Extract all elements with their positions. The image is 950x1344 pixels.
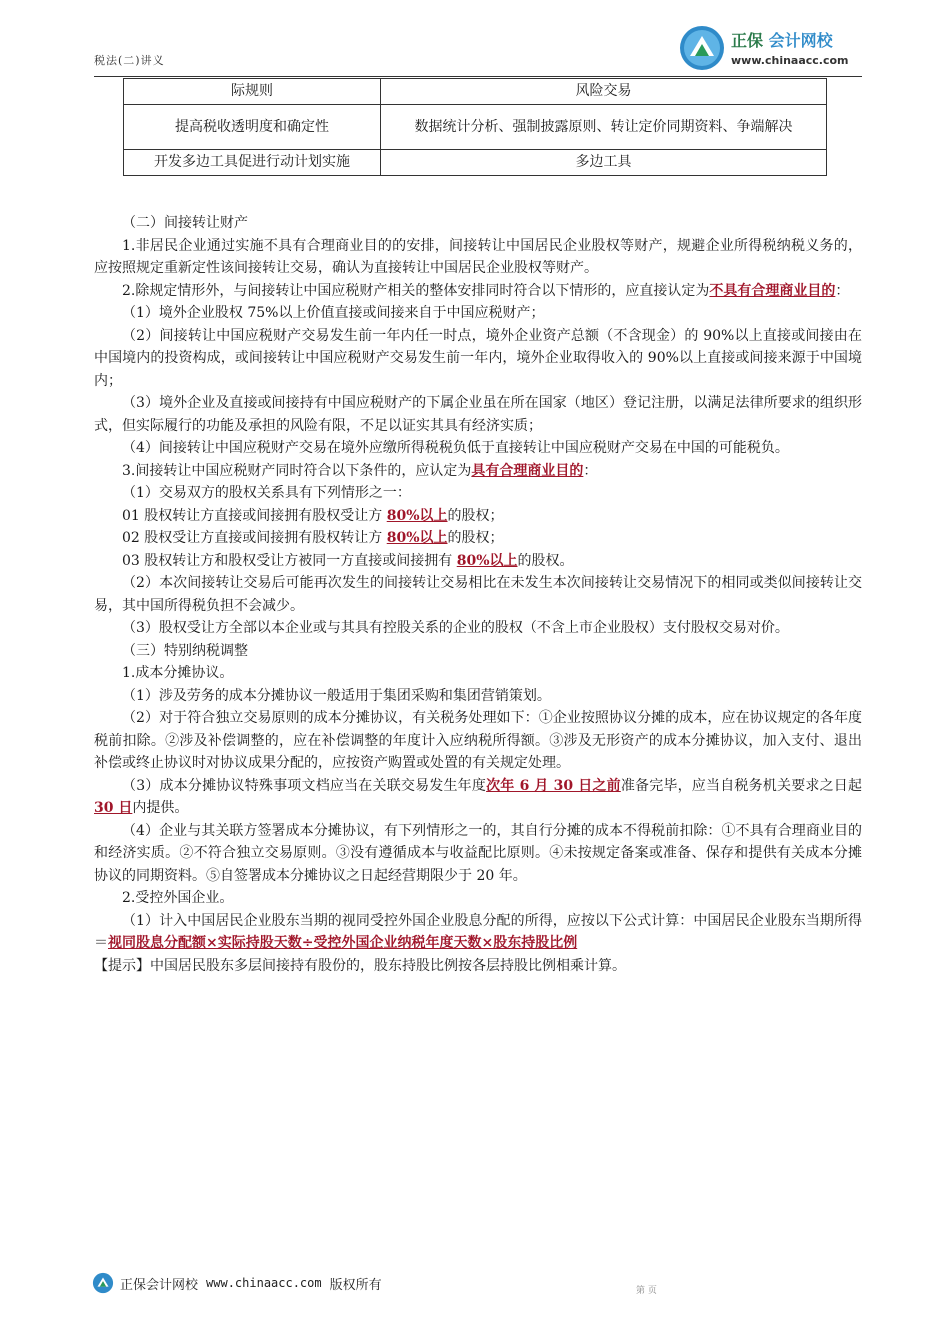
paragraph: （2）本次间接转让交易后可能再次发生的间接转让交易相比在未发生本次间接转让交易情况下的相同或类似间接转让交易，其中国所得税负担不会减少。	[94, 575, 862, 614]
highlight-text: 80%以上	[456, 552, 518, 569]
footer-brand: 正保会计网校	[120, 1277, 199, 1293]
footer-logo-icon	[92, 1272, 114, 1294]
page-number: 第 页	[636, 1286, 657, 1296]
paragraph: （1）境外企业股权 75%以上价值直接或间接来自于中国应税财产；	[122, 305, 545, 321]
highlight-text: 30 日	[94, 800, 133, 816]
paragraph: （3）成本分摊协议特殊事项文档应当在关联交易发生年度次年 6 月 30 日之前准备完毕，应当自税务机关要求之日起 30 日内提供。	[94, 777, 862, 816]
highlight-text: 视同股息分配额×实际持股天数÷受控外国企业纳税年度天数×股东持股比例	[108, 935, 578, 951]
paragraph: （4）企业与其关联方签署成本分摊协议，有下列情形之一的，其自行分摊的成本不得税前扣除：①不具有合理商业目的和经济实质。②不符合独立交易原则。③没有遵循成本与收益配比原则。④未按规定备案或准备、保存和提供有关成本分摊协议的同期资料。⑤自签署成本分摊协议之日起经营期限少于 20 年。	[94, 822, 862, 884]
page-footer	[92, 1268, 382, 1298]
highlight-text: 不具有合理商业目的	[709, 282, 836, 299]
paragraph: （2）间接转让中国应税财产交易发生前一年内任一时点，境外企业资产总额（不含现金）的 90%以上直接或间接由在中国境内的投资构成，或间接转让中国应税财产交易发生前一年内，境外企业取得收入的 90%以上直接或间接来源于中国境内；	[94, 327, 862, 389]
table-cell: 数据统计分析、强制披露原则、转让定价同期资料、争端解决	[381, 105, 827, 150]
table-cell: 开发多边工具促进行动计划实施	[124, 150, 381, 176]
list-item: 01 股权转让方直接或间接拥有股权受让方 80%以上的股权；	[122, 507, 504, 524]
list-item: 02 股权受让方直接或间接拥有股权转让方 80%以上的股权；	[122, 530, 504, 546]
table-row	[124, 79, 827, 105]
table-row	[124, 105, 827, 150]
table-cell: 际规则	[124, 79, 381, 105]
highlight-text: 次年 6 月 30 日之前	[486, 777, 621, 794]
highlight-text: 80%以上	[386, 507, 448, 524]
table-row	[124, 150, 827, 176]
highlight-text: 具有合理商业目的	[471, 462, 584, 479]
list-item: 03 股权转让方和股权受让方被同一方直接或间接拥有 80%以上的股权。	[122, 552, 574, 569]
brand-url: www.chinaacc.com	[731, 54, 849, 67]
paragraph: （3）股权受让方全部以本企业或与其具有控股关系的企业的股权（不含上市企业股权）支付股权交易对价。	[122, 620, 789, 636]
paragraph: 2.受控外国企业。	[122, 890, 234, 906]
paragraph: （1）交易双方的股权关系具有下列情形之一：	[122, 485, 411, 501]
tip-paragraph: 【提示】中国居民股东多层间接持有股份的，股东持股比例按各层持股比例相乘计算。	[94, 957, 626, 974]
paragraph: （1）涉及劳务的成本分摊协议一般适用于集团采购和集团营销策划。	[122, 687, 551, 704]
paragraph: 2.除规定情形外，与间接转让中国应税财产相关的整体安排同时符合以下情形的，应直接认定为不具有合理商业目的：	[122, 282, 850, 299]
paragraph: （4）间接转让中国应税财产交易在境外应缴所得税税负低于直接转让中国应税财产交易在中国的可能税负。	[122, 440, 789, 456]
table-cell: 风险交易	[381, 79, 827, 105]
paragraph: 1.非居民企业通过实施不具有合理商业目的的安排，间接转让中国居民企业股权等财产，规避企业所得税纳税义务的，应按照规定重新定性该间接转让交易，确认为直接转让中国居民企业股权等财产。	[94, 237, 862, 276]
paragraph: （1）计入中国居民企业股东当期的视同受控外国企业股息分配的所得，应按以下公式计算：中国居民企业股东当期所得＝视同股息分配额×实际持股天数÷受控外国企业纳税年度天数×股东持股比例	[94, 912, 862, 951]
header-course-title: 税法(二)讲义	[94, 54, 165, 67]
brand-logo[interactable]	[676, 22, 866, 76]
section-heading: （二）间接转让财产	[122, 215, 248, 231]
paragraph: 1.成本分摊协议。	[122, 665, 234, 681]
brand-logo-icon	[678, 24, 726, 72]
highlight-text: 80%以上	[386, 530, 448, 546]
document-body	[94, 212, 862, 977]
measures-table	[123, 78, 827, 176]
table-cell: 提高税收透明度和确定性	[124, 105, 381, 150]
paragraph: （3）境外企业及直接或间接持有中国应税财产的下属企业虽在所在国家（地区）登记注册，以满足法律所要求的组织形式，但实际履行的功能及承担的风险有限，不足以证实其具有经济实质；	[94, 395, 862, 434]
footer-copyright: 版权所有	[329, 1277, 382, 1293]
brand-name: 正保 会计网校	[731, 31, 833, 50]
paragraph: 3.间接转让中国应税财产同时符合以下条件的，应认定为具有合理商业目的：	[122, 462, 598, 479]
header-divider	[94, 76, 862, 77]
section-heading: （三）特别纳税调整	[122, 642, 248, 659]
table-cell: 多边工具	[381, 150, 827, 176]
footer-url[interactable]: www.chinaacc.com	[206, 1276, 322, 1290]
paragraph: （2）对于符合独立交易原则的成本分摊协议，有关税务处理如下：①企业按照协议分摊的成本，应在协议规定的各年度税前扣除。②涉及补偿调整的，应在补偿调整的年度计入应纳税所得额。③涉及无形资产的成本分摊协议，加入支付、退出补偿或终止协议时对协议成果分配的，应按资产购置或处置的有关规定处理。	[94, 710, 862, 771]
